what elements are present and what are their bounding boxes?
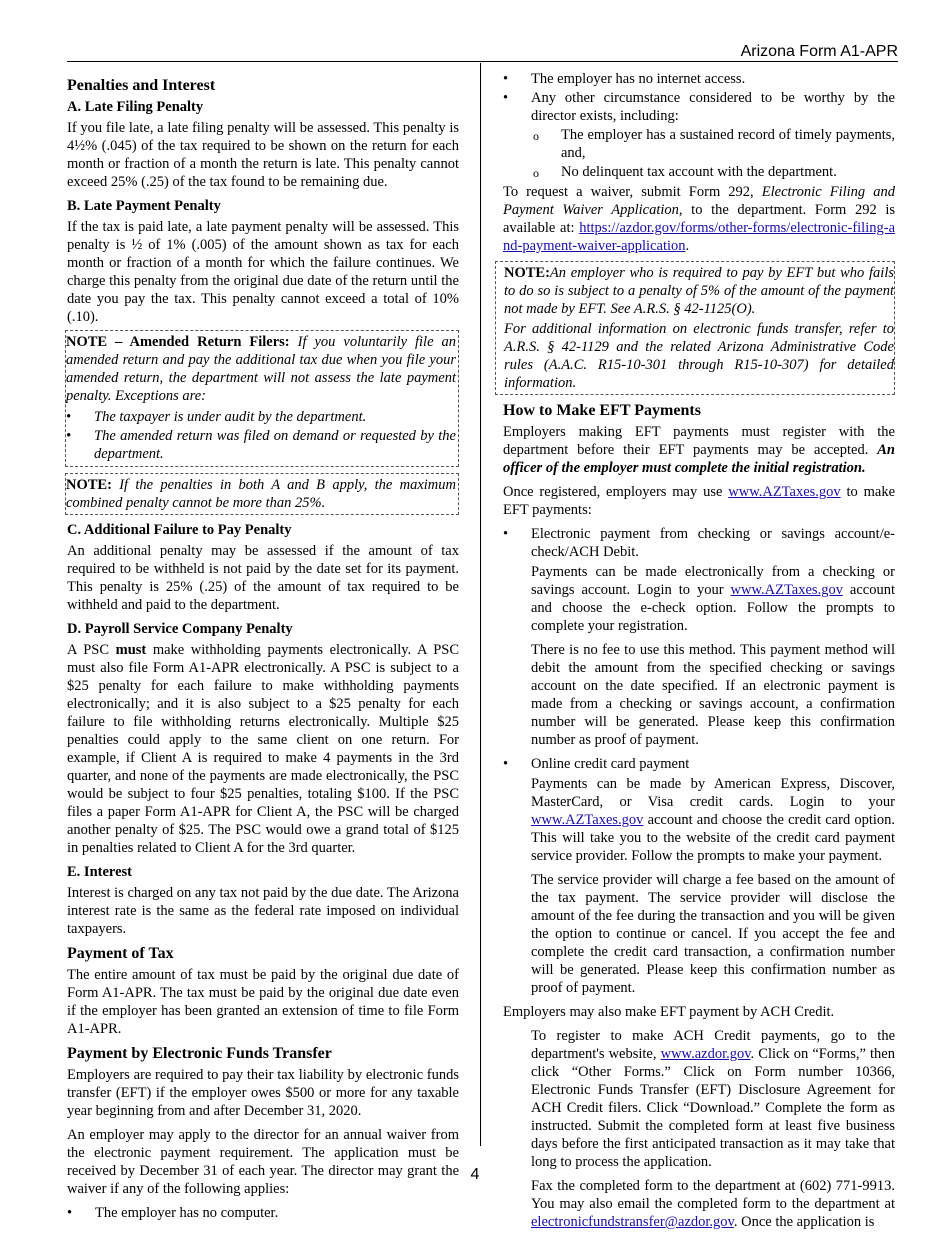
waiver-text-pre: To request a waiver, submit Form 292,: [503, 184, 754, 200]
waiver-form-link[interactable]: https://azdor.gov/forms/other-forms/electronic-filing-and-payment-waiver-application: [503, 220, 896, 254]
list-item: • The employer has no computer.: [67, 1204, 459, 1222]
list-item: • The taxpayer is under audit by the department.: [66, 408, 456, 426]
amended-note-text: If you voluntarily file an amended return and pay the additional tax due when you file your amended return, the department will not assess the late payment penalty. Exceptions are:: [66, 334, 456, 404]
eft-penalty-note: [495, 261, 895, 395]
aztaxes-link[interactable]: www.AZTaxes.gov: [728, 484, 841, 500]
waiver-request-text: [503, 183, 895, 255]
eft-note-text-2: For additional information on electronic funds transfer, refer to A.R.S. § 42-1129 and the related Arizona Administrative Code rules (A.A.C. R15-10-301 through R15-10-307) for detailed information.: [504, 321, 894, 391]
left-column: [67, 74, 459, 1227]
aztaxes-link[interactable]: www.AZTaxes.gov: [531, 812, 644, 828]
penalties-heading: Penalties and Interest: [67, 77, 216, 94]
once-registered-text: [503, 483, 895, 519]
ach-credit-details: [503, 1027, 895, 1231]
eft-note-text: An employer who is required to pay by EFT but who fails to do so is subject to a penalty of 5% of the amount of the payment not made by EFT. See A.R.S. § 42-1125(O).: [504, 265, 894, 317]
interest-text: Interest is charged on any tax not paid by the due date. The Arizona interest rate is the same as the federal rate imposed on individual taxpayers.: [67, 885, 459, 937]
psc-text-bold: must: [115, 642, 147, 658]
list-item: • The employer has no internet access.: [503, 70, 895, 88]
sub-list-item: o No delinquent tax account with the department.: [533, 163, 895, 181]
form-title-header: Arizona Form A1-APR: [740, 43, 898, 60]
eft-requirement-text: Employers are required to pay their tax liability by electronic funds transfer (EFT) if the employer owes $500 or more for any taxable year beginning from and after December 31, 2020.: [67, 1067, 459, 1119]
azdor-link[interactable]: www.azdor.gov: [660, 1046, 751, 1062]
how-to-make-eft-heading: How to Make EFT Payments: [503, 402, 701, 419]
column-divider: [480, 63, 481, 1146]
cc-text-pre: Payments can be made by American Express, Discover, MasterCard, or Visa credit cards. Login to your: [531, 776, 895, 810]
once-text-pre: Once registered, employers may use: [503, 484, 723, 500]
eft-waiver-text: An employer may apply to the director for an annual waiver from the electronic payment requirement. The application must be received by December 31 of each year. The director may grant the waiver if any of the following applies:: [67, 1127, 459, 1197]
payment-of-tax-text: The entire amount of tax must be paid by the original due date of Form A1-APR. The tax must be paid by the original due date even if the employer has been granted an extension of time to file Form A1-APR.: [67, 967, 459, 1037]
late-filing-heading: A. Late Filing Penalty: [67, 99, 204, 115]
credit-card-fee-text: The service provider will charge a fee based on the amount of the tax payment. The service provider will disclose the amount of the fee during the transaction and you will be given the option to continue or cancel. If you accept the fee and complete the credit card transaction, a confirmation number will be generated. Please keep this confirmation number as proof of payment.: [531, 872, 895, 996]
aztaxes-link[interactable]: www.AZTaxes.gov: [730, 582, 843, 598]
fax-text-post: . Once the application is: [733, 1214, 875, 1230]
late-filing-text: If you file late, a late filing penalty will be assessed. This penalty is 4½% (.045) of the tax required to be shown on the return for each month or fraction of a month the return is late. This penalty cannot exceed 25% (.25) of the tax found to be remaining due.: [67, 120, 459, 190]
registration-text: Employers making EFT payments must register with the department before their EFT payments may be accepted.: [503, 424, 895, 458]
ach-registration-text: [531, 1027, 895, 1171]
echeck-details: [503, 563, 895, 749]
failure-to-pay-text: An additional penalty may be assessed if the amount of tax required to be withheld is not paid by the date set for its payment. This penalty is 25% (.25) of the amount of tax required to be withheld and paid to the department.: [67, 543, 459, 613]
psc-text-post: make withholding payments electronically. A PSC must also file Form A1-APR electronically. A PSC is subject to a $25 penalty for each failure to make withholding payments electronically; and it is also subject to a $25 penalty for each failure to file withholding returns electronically. Multiple $25 penalties could apply to the same client on one return. For example, if Client A is required to make 4 payments in the 3rd quarter, and none of the payments are made electronically, the PSC would be subject to four $25 penalties, totaling $100. If the PSC files a paper Form A1-APR for Client A, the PSC will be charged another penalty of $25. The PSC would owe a grand total of $125 in penalties related to Client A for the 3rd quarter.: [67, 642, 460, 856]
echeck-option: • Electronic payment from checking or savings account/e-check/ACH Debit.: [503, 525, 895, 561]
eft-email-link[interactable]: electronicfundstransfer@azdor.gov: [531, 1214, 734, 1230]
waiver-form-name: Electronic Filing and Payment Waiver Application: [503, 184, 895, 218]
credit-card-instructions: [531, 775, 895, 865]
page-number: 4: [470, 1166, 480, 1183]
late-payment-text: If the tax is paid late, a late payment penalty will be assessed. This penalty is ½ of 1% (.005) of the amount shown as tax for each month or fraction of a month for which the failure continues. We charge this penalty from the original due date of the return until the date you pay the tax. This penalty cannot exceed a total of 10% (.10).: [67, 219, 459, 325]
credit-card-details: [503, 775, 895, 997]
eft-heading: Payment by Electronic Funds Transfer: [67, 1045, 332, 1062]
eft-registration-text: [503, 423, 895, 477]
echeck-text-pre: Payments can be made electronically from a checking or savings account. Login to your: [531, 564, 895, 598]
echeck-fee-text: There is no fee to use this method. This payment method will debit the amount from the specified checking or savings account on the date specified. If an electronic payment is made from a checking or savings account, a confirmation number will be generated. Please keep this confirmation number as proof of payment.: [531, 642, 895, 748]
right-column: [503, 70, 895, 1237]
fax-text-pre: Fax the completed form to the department at (602) 771-9913. You may also email the completed form to the department at: [531, 1178, 895, 1212]
waiver-text-post: , to the department. Form 292 is available at:: [503, 202, 895, 236]
ach-credit-intro: Employers may also make EFT payment by ACH Credit.: [503, 1004, 835, 1020]
eft-note-label: NOTE:: [504, 265, 550, 281]
ach-text-post: . Click on “Forms,” then click “Other Forms.” Click on Form number 10366, Electronic Funds Transfer (EFT) Disclosure Agreement for ACH Credit filers. Click “Download.” Complete the form as instructed. Submit the completed form at least five business days before the first anticipated transaction as it may take that long to process the application.: [531, 1046, 895, 1170]
ach-text-pre: To register to make ACH Credit payments, go to the department's website,: [531, 1028, 895, 1062]
credit-card-option: • Online credit card payment: [503, 755, 895, 773]
failure-to-pay-heading: C. Additional Failure to Pay Penalty: [67, 522, 292, 538]
echeck-instructions: [531, 563, 895, 635]
psc-text-pre: A PSC: [67, 642, 110, 658]
combined-note-label: NOTE:: [66, 477, 112, 493]
list-item: • Any other circumstance considered to be worthy by the director exists, including:: [503, 89, 895, 125]
late-payment-heading: B. Late Payment Penalty: [67, 198, 221, 214]
sub-list-item: o The employer has a sustained record of timely payments, and,: [533, 126, 895, 162]
ach-fax-email-text: [531, 1177, 895, 1231]
registration-emphasis: An officer of the employer must complete the initial registration.: [503, 442, 895, 476]
list-item: • The amended return was filed on demand or requested by the department.: [66, 427, 456, 463]
amended-note-label: NOTE – Amended Return Filers:: [66, 334, 290, 350]
interest-heading: E. Interest: [67, 864, 132, 880]
psc-penalty-text: [67, 641, 459, 857]
combined-penalty-note: [65, 473, 459, 515]
waiver-end: .: [685, 238, 690, 254]
cc-text-post: account and choose the credit card option. This will take you to the website of the credit card payment service provider. Follow the prompts to make your payment.: [531, 812, 896, 864]
once-text-post: to make EFT payments:: [503, 484, 896, 518]
payment-of-tax-heading: Payment of Tax: [67, 945, 174, 962]
psc-penalty-heading: D. Payroll Service Company Penalty: [67, 621, 293, 637]
header-rule: [67, 61, 898, 62]
echeck-text-post: account and choose the e-check option. Follow the prompts to complete your registration.: [531, 582, 896, 634]
amended-return-note: [65, 330, 459, 467]
combined-note-text: If the penalties in both A and B apply, the maximum combined penalty cannot be more than 25%.: [66, 477, 456, 511]
